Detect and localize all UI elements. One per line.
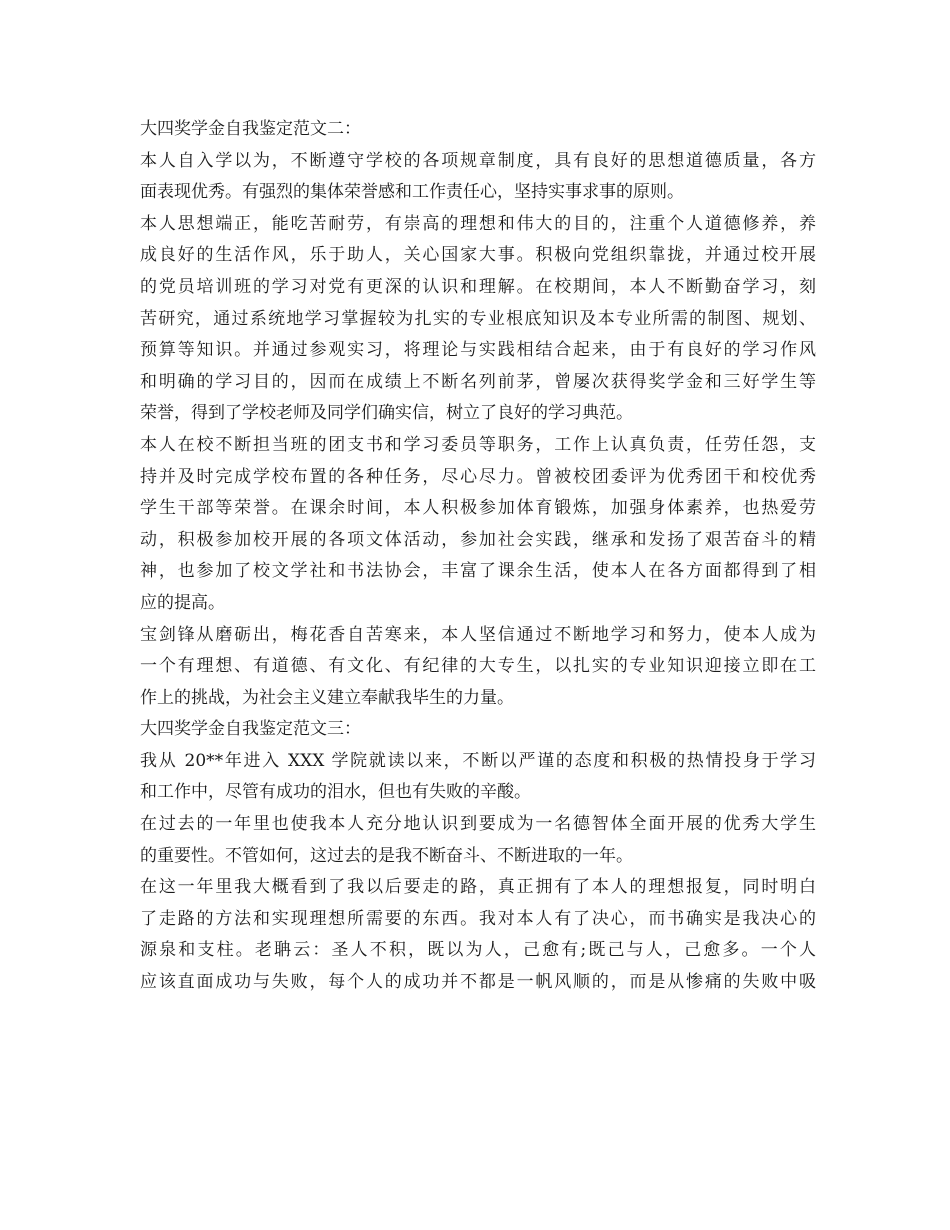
text-line: 了走路的方法和实现理想所需要的东西。我对本人有了决心，而书确实是我决心的 — [140, 908, 816, 929]
text-line: 的重要性。不管如何，这过去的是我不断奋斗、不断进取的一年。 — [140, 845, 633, 866]
text-line: 苦研究，通过系统地学习掌握较为扎实的专业根底知识及本专业所需的制图、规划、 — [140, 308, 816, 329]
text-line: 和工作中，尽管有成功的泪水，但也有失败的辛酸。 — [140, 782, 531, 803]
text-line: 源泉和支柱。老聃云：圣人不积，既以为人，己愈有;既己与人，己愈多。一个人 — [140, 940, 816, 961]
text-line: 本人思想端正，能吃苦耐劳，有崇高的理想和伟大的目的，注重个人道德修养，养 — [140, 213, 816, 234]
text-line: 大四奖学金自我鉴定范文二： — [140, 119, 361, 139]
text-line: 面表现优秀。有强烈的集体荣誉感和工作责任心，坚持实事求事的原则。 — [140, 182, 684, 203]
text-line: 在这一年里我大概看到了我以后要走的路，真正拥有了本人的理想报复，同时明白 — [140, 877, 816, 898]
document-body — [140, 114, 816, 999]
text-line: 持并及时完成学校布置的各种任务，尽心尽力。曾被校团委评为优秀团干和校优秀 — [140, 466, 816, 487]
text-line: 动，积极参加校开展的各项文体活动，参加社会实践，继承和发扬了艰苦奋斗的精 — [140, 529, 816, 550]
text-line: 本人在校不断担当班的团支书和学习委员等职务，工作上认真负责，任劳任怨，支 — [140, 434, 816, 455]
text-line: 作上的挑战，为社会主义建立奉献我毕生的力量。 — [140, 687, 514, 708]
text-line: 一个有理想、有道德、有文化、有纪律的大专生，以扎实的专业知识迎接立即在工 — [140, 656, 816, 677]
text-line: 应该直面成功与失败，每个人的成功并不都是一帆风顺的，而是从惨痛的失败中吸 — [140, 972, 816, 993]
text-line: 荣誉，得到了学校老师及同学们确实信，树立了良好的学习典范。 — [140, 403, 633, 424]
text-line: 本人自入学以为，不断遵守学校的各项规章制度，具有良好的思想道德质量，各方 — [140, 150, 816, 171]
text-line: 预算等知识。并通过参观实习，将理论与实践相结合起来，由于有良好的学习作风 — [140, 340, 816, 361]
text-line: 的党员培训班的学习对党有更深的认识和理解。在校期间，本人不断勤奋学习，刻 — [140, 276, 816, 297]
text-line: 我从 20**年进入 XXX 学院就读以来，不断以严谨的态度和积极的热情投身于学习 — [140, 750, 816, 771]
text-line: 在过去的一年里也使我本人充分地认识到要成为一名德智体全面开展的优秀大学生 — [140, 814, 816, 835]
text-line: 和明确的学习目的，因而在成绩上不断名列前茅，曾屡次获得奖学金和三好学生等 — [140, 371, 816, 392]
text-line: 神，也参加了校文学社和书法协会，丰富了课余生活，使本人在各方面都得到了相 — [140, 561, 816, 582]
text-line: 学生干部等荣誉。在课余时间，本人积极参加体育锻炼，加强身体素养，也热爱劳 — [140, 498, 816, 519]
text-line: 成良好的生活作风，乐于助人，关心国家大事。积极向党组织靠拢，并通过校开展 — [140, 245, 816, 266]
text-line: 应的提高。 — [140, 592, 225, 613]
text-line: 宝剑锋从磨砺出，梅花香自苦寒来，本人坚信通过不断地学习和努力，使本人成为 — [140, 624, 816, 645]
text-line: 大四奖学金自我鉴定范文三： — [140, 719, 361, 740]
